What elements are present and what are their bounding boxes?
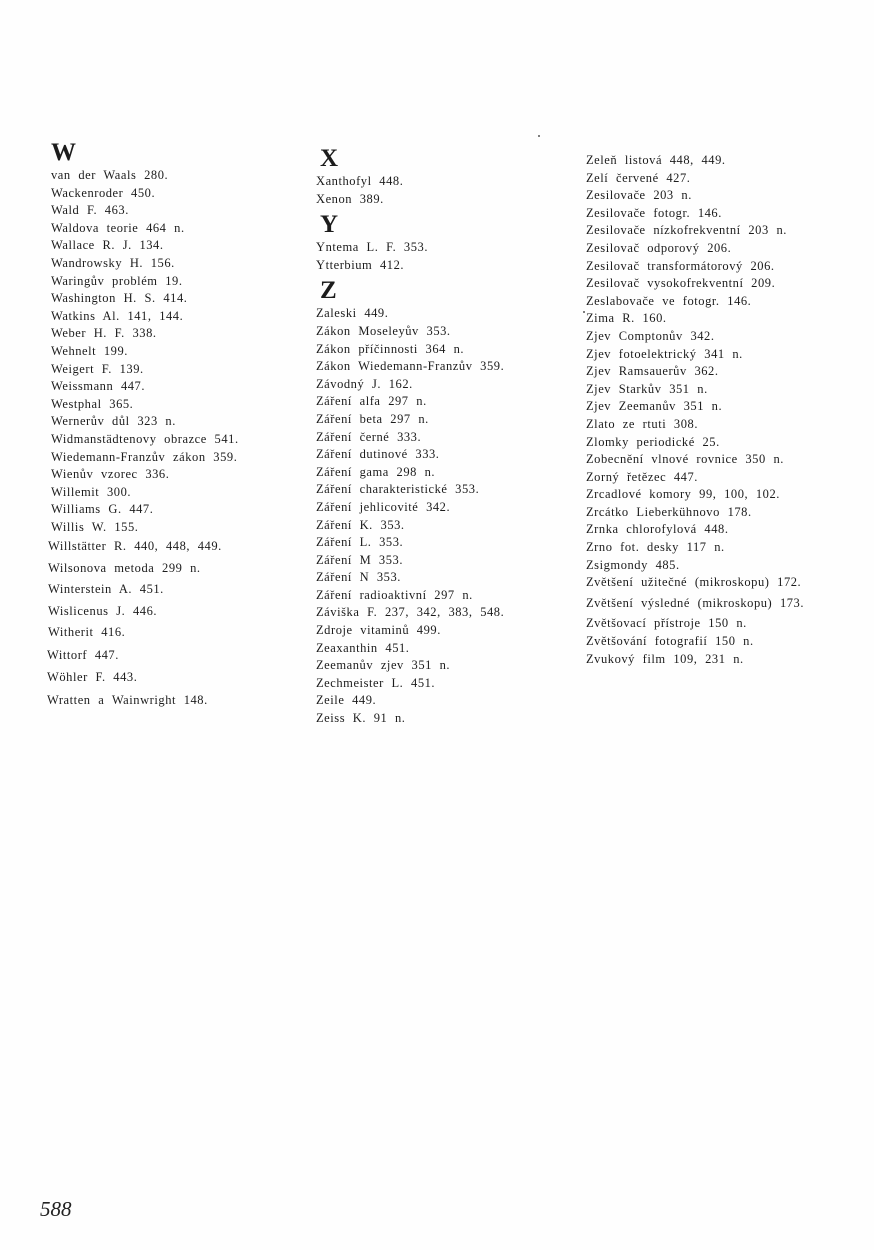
index-entry: Zeslabovače ve fotogr. 146.	[586, 293, 752, 308]
index-entry: Závodný J. 162.	[316, 376, 413, 391]
index-entry: Zvětšovací přístroje 150 n.	[586, 616, 747, 631]
entry-list-z	[316, 305, 581, 727]
index-entry: Wallace R. J. 134.	[51, 238, 164, 253]
index-entry: Zjev Ramsauerův 362.	[586, 364, 719, 379]
index-entry: Wiedemann-Franzův zákon 359.	[51, 449, 238, 464]
index-entry: Zesilovač vysokofrekventní 209.	[586, 276, 776, 291]
index-entry: Ytterbium 412.	[316, 257, 405, 272]
index-entry: Záření K. 353.	[316, 517, 405, 532]
index-entry: Zeleň listová 448, 449.	[586, 153, 726, 167]
index-entry: Wienův vzorec 336.	[51, 467, 170, 482]
index-entry: Winterstein A. 451.	[48, 582, 164, 597]
index-entry: Zaleski 449.	[316, 306, 389, 321]
index-entry: Wald F. 463.	[51, 203, 129, 218]
index-entry: Wislicenus J. 446.	[48, 603, 158, 618]
index-entry: Zákon příčinnosti 364 n.	[316, 341, 465, 356]
entry-list-x	[316, 173, 581, 208]
entry-list-w	[47, 167, 312, 711]
section-letter-z: Z	[320, 277, 337, 305]
index-entry: Záření černé 333.	[316, 429, 422, 444]
page-number: 588	[40, 1197, 72, 1221]
index-entry: Zeaxanthin 451.	[316, 640, 410, 655]
index-entry: Záření dutinové 333.	[316, 447, 440, 462]
index-entry: Weigert F. 139.	[51, 361, 144, 376]
index-entry: Záření M 353.	[316, 552, 404, 567]
index-entry: Zjev Starkův 351 n.	[586, 381, 708, 396]
index-entry: Xanthofyl 448.	[316, 174, 404, 188]
index-entry: Widmanstädtenovy obrazce 541.	[51, 431, 239, 446]
index-entry: Záření charakteristické 353.	[316, 482, 480, 497]
index-entry: Zeiss K. 91 n.	[316, 711, 406, 726]
index-entry: Wernerův důl 323 n.	[51, 414, 176, 429]
index-entry: Zeemanův zjev 351 n.	[316, 658, 451, 673]
index-entry: Záviška F. 237, 342, 383, 548.	[316, 605, 505, 620]
index-entry: Zjev fotoelektrický 341 n.	[586, 346, 743, 361]
index-entry: Zvětšení výsledné (mikroskopu) 173.	[586, 595, 805, 610]
index-entry: Zjev Zeemanův 351 n.	[586, 399, 723, 414]
index-entry: Záření gama 298 n.	[316, 464, 436, 479]
index-entry: Zákon Moseleyův 353.	[316, 323, 451, 338]
index-entry: Zlomky periodické 25.	[586, 434, 720, 449]
index-column-z-continued	[586, 152, 851, 672]
index-entry: Zákon Wiedemann-Franzův 359.	[316, 359, 505, 374]
index-entry: Wöhler F. 443.	[47, 670, 138, 685]
index-entry: Zechmeister L. 451.	[316, 675, 436, 690]
entry-list-z-continued	[586, 152, 851, 668]
index-entry: Wehnelt 199.	[51, 343, 128, 358]
index-entry: Zvukový film 109, 231 n.	[586, 651, 744, 666]
index-entry: Wackenroder 450.	[51, 185, 156, 200]
index-entry: Zesilovače fotogr. 146.	[586, 205, 722, 220]
index-entry: Zima R. 160.	[586, 311, 667, 326]
index-entry: Zjev Comptonův 342.	[586, 328, 715, 343]
index-entry: Williams G. 447.	[51, 502, 154, 517]
section-letter-x: X	[320, 145, 339, 172]
index-entry: Wittorf 447.	[47, 647, 119, 662]
index-entry: Zvětšování fotografií 150 n.	[586, 634, 754, 649]
index-entry: Zobecnění vlnové rovnice 350 n.	[586, 452, 784, 467]
index-entry: Wandrowsky H. 156.	[51, 255, 175, 270]
index-entry: Weber H. F. 338.	[51, 326, 157, 341]
index-entry: Watkins Al. 141, 144.	[51, 308, 184, 323]
index-entry: Zrno fot. desky 117 n.	[586, 540, 725, 555]
index-entry: Zvětšení užitečné (mikroskopu) 172.	[586, 575, 802, 590]
index-entry: Witherit 416.	[48, 625, 126, 640]
index-entry: van der Waals 280.	[51, 168, 169, 182]
index-entry: Willemit 300.	[51, 484, 132, 499]
section-letter-w: W	[51, 139, 76, 166]
entry-list-y	[316, 239, 581, 274]
index-entry: Washington H. S. 414.	[51, 291, 188, 306]
index-entry: Zrcátko Lieberkühnovo 178.	[586, 504, 752, 519]
index-entry: Willis W. 155.	[51, 519, 139, 534]
index-entry: Zrcadlové komory 99, 100, 102.	[586, 487, 780, 502]
index-entry: Zesilovač odporový 206.	[586, 240, 732, 255]
index-entry: Zrnka chlorofylová 448.	[586, 522, 729, 537]
index-entry: Yntema L. F. 353.	[316, 240, 429, 255]
index-entry: Záření alfa 297 n.	[316, 394, 427, 409]
index-entry: Záření L. 353.	[316, 535, 404, 550]
index-entry: Zesilovače 203 n.	[586, 188, 692, 203]
index-entry: Zsigmondy 485.	[586, 557, 680, 572]
index-entry: Wilsonova metoda 299 n.	[48, 560, 201, 575]
index-entry: Zlato ze rtuti 308.	[586, 416, 699, 431]
index-entry: Weissmann 447.	[51, 379, 146, 394]
index-column-xyz	[316, 140, 581, 732]
section-letter-y: Y	[320, 211, 339, 239]
paper-speck	[583, 311, 585, 313]
index-entry: Zeile 449.	[316, 693, 377, 708]
index-entry: Westphal 365.	[51, 396, 134, 411]
index-entry: Zorný řetězec 447.	[586, 469, 698, 484]
index-entry: Zdroje vitaminů 499.	[316, 623, 441, 638]
index-entry: Zelí červené 427.	[586, 170, 691, 185]
index-entry: Wratten a Wainwright 148.	[47, 692, 208, 707]
index-entry: Xenon 389.	[316, 191, 384, 206]
index-entry: Zesilovač transformátorový 206.	[586, 258, 775, 273]
index-entry: Zesilovače nízkofrekventní 203 n.	[586, 223, 787, 238]
paper-speck	[538, 135, 540, 137]
index-entry: Záření radioaktivní 297 n.	[316, 587, 473, 602]
index-entry: Záření beta 297 n.	[316, 411, 429, 426]
index-entry: Waldova teorie 464 n.	[51, 220, 185, 235]
index-entry: Záření jehlicovité 342.	[316, 499, 451, 514]
index-column-w	[47, 140, 312, 715]
index-entry: Záření N 353.	[316, 570, 401, 585]
index-entry: Willstätter R. 440, 448, 449.	[48, 539, 222, 554]
index-entry: Waringův problém 19.	[51, 273, 183, 288]
